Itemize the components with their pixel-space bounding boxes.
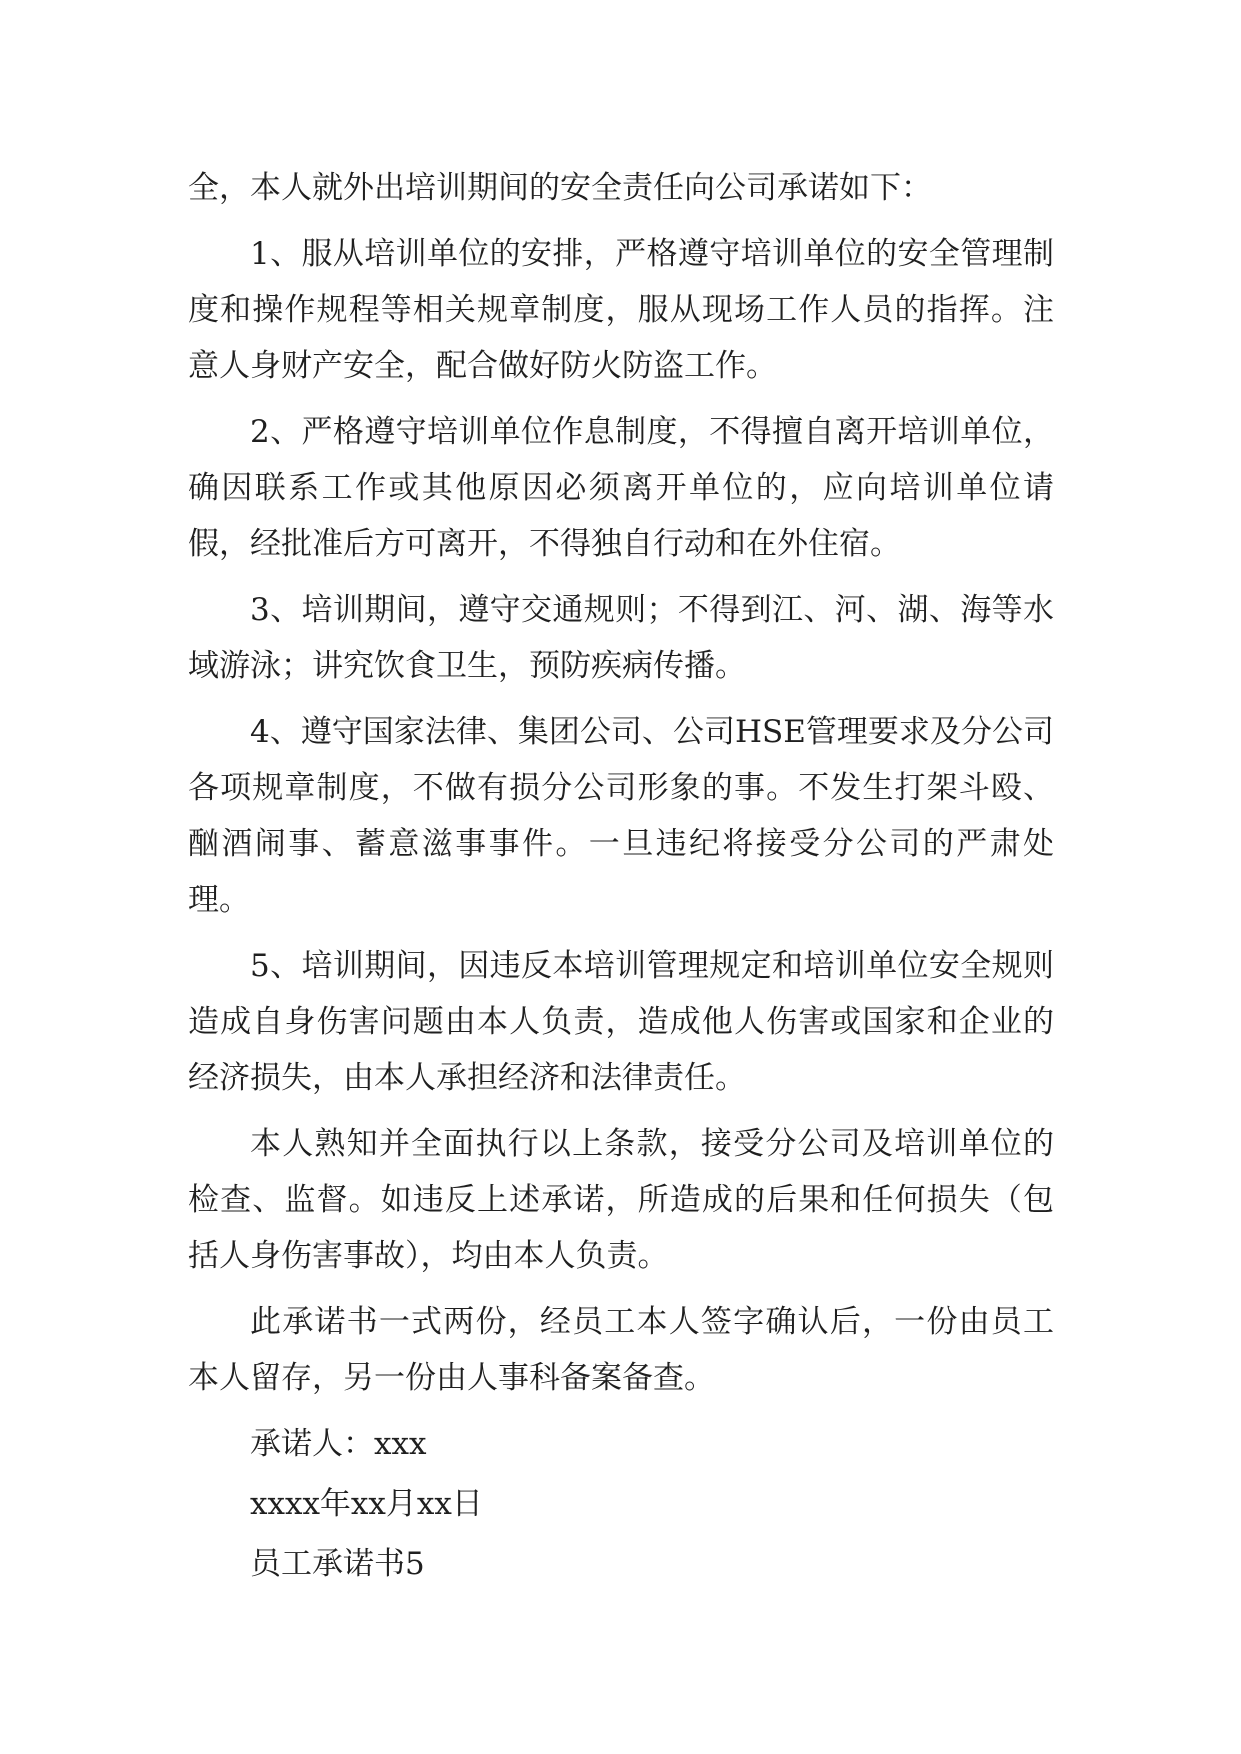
paragraph-copies-note: 此承诺书一式两份，经员工本人签字确认后，一份由员工本人留存，另一份由人事科备案备查。	[188, 1304, 1054, 1396]
paragraph-intro-continuation: 全，本人就外出培训期间的安全责任向公司承诺如下：	[188, 170, 932, 206]
paragraph-item-4: 4、遵守国家法律、集团公司、公司HSE管理要求及分公司各项规章制度，不做有损分公司形象的事。不发生打架斗殴、酗酒闹事、蓄意滋事事件。一旦违纪将接受分公司的严肃处理。	[188, 714, 1054, 918]
document-body	[188, 160, 1054, 1596]
signature-date: xxxx年xx月xx日	[250, 1486, 483, 1522]
promisor-signature: 承诺人：xxx	[250, 1426, 427, 1462]
paragraph-item-2: 2、严格遵守培训单位作息制度，不得擅自离开培训单位，确因联系工作或其他原因必须离开单位的，应向培训单位请假，经批准后方可离开，不得独自行动和在外住宿。	[188, 414, 1054, 562]
paragraph-item-5: 5、培训期间，因违反本培训管理规定和培训单位安全规则造成自身伤害问题由本人负责，造成他人伤害或国家和企业的经济损失，由本人承担经济和法律责任。	[188, 948, 1054, 1096]
next-document-heading: 员工承诺书5	[250, 1546, 425, 1582]
paragraph-item-1: 1、服从培训单位的安排，严格遵守培训单位的安全管理制度和操作规程等相关规章制度，服从现场工作人员的指挥。注意人身财产安全，配合做好防火防盗工作。	[188, 236, 1054, 384]
paragraph-item-3: 3、培训期间，遵守交通规则；不得到江、河、湖、海等水域游泳；讲究饮食卫生，预防疾病传播。	[188, 592, 1054, 684]
paragraph-acknowledgement: 本人熟知并全面执行以上条款，接受分公司及培训单位的检查、监督。如违反上述承诺，所造成的后果和任何损失（包括人身伤害事故），均由本人负责。	[188, 1126, 1054, 1274]
